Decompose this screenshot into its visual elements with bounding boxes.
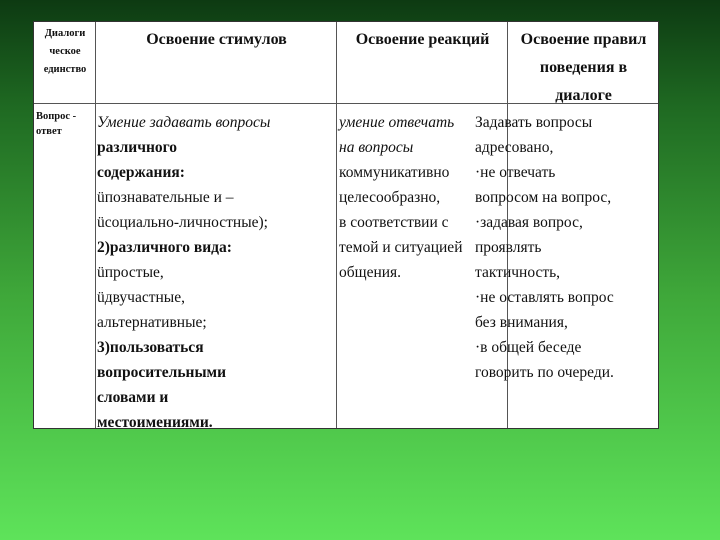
stimuli-line: üдвучастные, <box>97 289 185 306</box>
cell-stimuli <box>97 110 337 435</box>
reactions-line: целесообразно, <box>339 189 441 206</box>
reactions-line: темой и ситуацией <box>339 239 463 256</box>
rules-line: тактичность, <box>475 264 561 281</box>
col-divider-1 <box>34 22 96 428</box>
stimuli-line: местоимениями. <box>97 414 213 431</box>
rules-line: ·не отвечать <box>475 164 556 181</box>
rules-line: ·не оставлять вопрос <box>475 289 614 306</box>
stimuli-line: 3)пользоваться <box>97 339 204 356</box>
reactions-line: умение отвечать <box>339 114 455 131</box>
stimuli-line: словами и <box>97 389 169 406</box>
cell-rules <box>475 110 659 385</box>
rules-line: вопросом на вопрос, <box>475 189 612 206</box>
rules-line: проявлять <box>475 239 542 256</box>
stimuli-line: üпознавательные и – <box>97 189 234 206</box>
stimuli-line: содержания: <box>97 164 185 181</box>
row-label-question-answer: Вопрос - ответ <box>36 111 77 137</box>
reactions-line: коммуникативно <box>339 164 450 181</box>
dialogue-table <box>33 21 659 429</box>
rules-line: говорить по очереди. <box>475 364 614 381</box>
stimuli-line: üпростые, <box>97 264 164 281</box>
reactions-line: общения. <box>339 264 402 281</box>
rules-line: Задавать вопросы <box>475 114 593 131</box>
header-stimuli: Освоение стимулов <box>146 31 287 48</box>
stimuli-line: 2)различного вида: <box>97 239 232 256</box>
header-dialogic-unity: Диалоги ческое единство <box>43 28 87 75</box>
stimuli-line: Умение задавать вопросы <box>97 114 271 131</box>
rules-line: адресовано, <box>475 139 554 156</box>
rules-line: ·задавая вопрос, <box>475 214 583 231</box>
stimuli-line: üсоциально-личностные); <box>97 214 268 231</box>
header-reactions: Освоение реакций <box>355 31 490 48</box>
stimuli-line: альтернативные; <box>97 314 207 331</box>
stimuli-line: различного <box>97 139 178 156</box>
rules-line: ·в общей беседе <box>475 339 582 356</box>
cell-reactions <box>302 110 482 285</box>
header-rules: Освоение правил поведения в диалоге <box>520 31 647 104</box>
stimuli-line: вопросительными <box>97 364 227 381</box>
rules-line: без внимания, <box>475 314 568 331</box>
reactions-line: в соответствии с <box>339 214 449 231</box>
reactions-line: на вопросы <box>339 139 414 156</box>
